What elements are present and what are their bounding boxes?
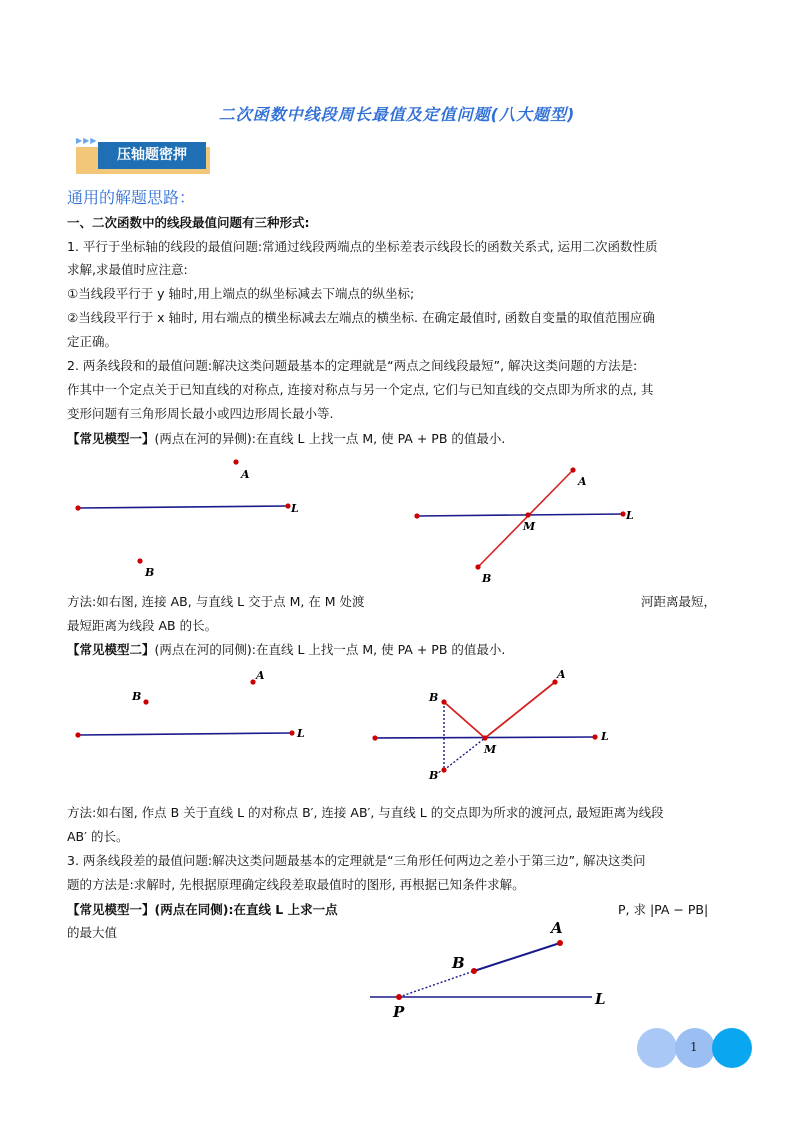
point-a [250,679,255,684]
paragraph-line: 2. 两条线段和的最值问题:解决这类问题最基本的定理就是“两点之间线段最短”, 解决这类问题的方法是: [67,358,638,373]
method-line: 方法:如右图, 连接 AB, 与直线 L 交于点 M, 在 M 处渡 [67,594,365,609]
point-a [233,459,238,464]
paragraph-line: ②当线段平行于 x 轴时, 用右端点的横坐标减去左端点的横坐标. 在确定最值时, 函数自变量的取值范围应确 [67,310,655,325]
diagram-same-side-given [60,662,340,752]
section-heading: 通用的解题思路： [67,188,196,207]
model-text: (两点在同侧):在直线 L 上求一点 [154,902,338,917]
label-a: A [551,919,563,937]
dotted-segment [444,738,485,770]
label-m: M [523,520,536,533]
label-p: P [393,1003,405,1021]
model-text: (两点在河的同侧):在直线 L 上找一点 M, 使 PA + PB 的值最小. [154,642,506,657]
line-l [78,733,292,735]
paragraph-line: 求解,求最值时应注意: [67,262,188,277]
paragraph-line: 1. 平行于坐标轴的线段的最值问题:常通过线段两端点的坐标差表示线段长的函数关系式, 运用二次函数性质 [67,239,658,254]
diagram-difference [360,915,630,1025]
label-a: A [256,669,265,682]
paragraph-line: 题的方法是:求解时, 先根据原理确定线段差取最值时的图形, 再根据已知条件求解。 [67,877,525,892]
model-head: 【常见模型一】 [67,431,155,446]
point [414,513,419,518]
arrow-decoration-icon: ▶▶▶ [76,136,98,145]
label-l: L [595,990,606,1008]
model-line [67,899,338,920]
label-a: A [241,468,250,481]
point [285,503,290,508]
diagram-opposite-sides-given [60,450,340,590]
point [75,732,80,737]
line-l [417,514,623,516]
label-l: L [626,509,634,522]
paragraph-line: 变形问题有三角形周长最小或四边形周长最小等. [67,406,334,421]
paragraph-line: 3. 两条线段差的最值问题:解决这类问题最基本的定理就是“三角形任何两边之差小于第三边”, 解决这类问 [67,853,646,868]
segment-ab [478,470,573,567]
model-head: 【常见模型二】 [67,642,155,657]
section-banner: 压轴题密押 [98,142,206,169]
label-m: M [484,743,497,756]
point-b [441,699,446,704]
model-text: (两点在河的异侧):在直线 L 上找一点 M, 使 PA + PB 的值最小. [154,431,506,446]
method-line: 方法:如右图, 作点 B 关于直线 L 的对称点 B′, 连接 AB′, 与直线 L 的交点即为所求的渡河点, 最短距离为线段 [67,805,664,820]
point-b [137,558,142,563]
point-b [471,968,477,974]
paragraph-line: ①当线段平行于 y 轴时,用上端点的纵坐标减去下端点的纵坐标; [67,286,415,301]
label-b-prime: B′ [429,769,442,782]
path-bma [444,682,555,738]
method-line: AB′ 的长。 [67,829,129,844]
model-line [67,428,505,449]
label-a: A [578,475,587,488]
model-line [67,639,505,660]
label-l: L [297,727,305,740]
model-end: 的最大值 [67,925,118,940]
point [289,730,294,735]
paragraph-line: 作其中一个定点关于已知直线的对称点, 连接对称点与另一个定点, 它们与已知直线的交点即为所求的点, 其 [67,382,654,397]
method-line: 河距离最短， [641,594,717,609]
point [620,511,625,516]
label-b: B [482,572,492,585]
point-a [570,467,575,472]
page-number: 1 [690,1040,698,1054]
diagram-opposite-sides-solution [405,460,665,590]
label-l: L [601,730,609,743]
line-l [78,506,288,508]
label-b: B [429,691,439,704]
label-b: B [452,954,465,972]
label-b: B [145,566,155,579]
label-a: A [557,668,566,681]
point [372,735,377,740]
method-line: 最短距离为线段 AB 的长。 [67,618,218,633]
point-b-prime [441,767,446,772]
document-title: 二次函数中线段周长最值及定值问题(八大题型) [218,105,576,124]
point-a [557,940,563,946]
segment-ab [474,943,560,971]
point-m [482,735,487,740]
extension-segment [399,971,474,997]
point [75,505,80,510]
page-circle-left [637,1028,677,1068]
paragraph-line: 定正确。 [67,334,118,349]
model-head: 【常见模型一】 [67,902,155,917]
model-tail: P, 求 |PA − PB| [618,902,709,917]
page-circle-right [712,1028,752,1068]
point [592,734,597,739]
point-m [525,512,530,517]
label-l: L [291,502,299,515]
point-p [396,994,402,1000]
point-b [475,564,480,569]
section-subheading: 一、二次函数中的线段最值问题有三种形式: [67,215,310,230]
label-b: B [132,690,142,703]
point-b [143,699,148,704]
diagram-same-side-solution [365,662,635,790]
